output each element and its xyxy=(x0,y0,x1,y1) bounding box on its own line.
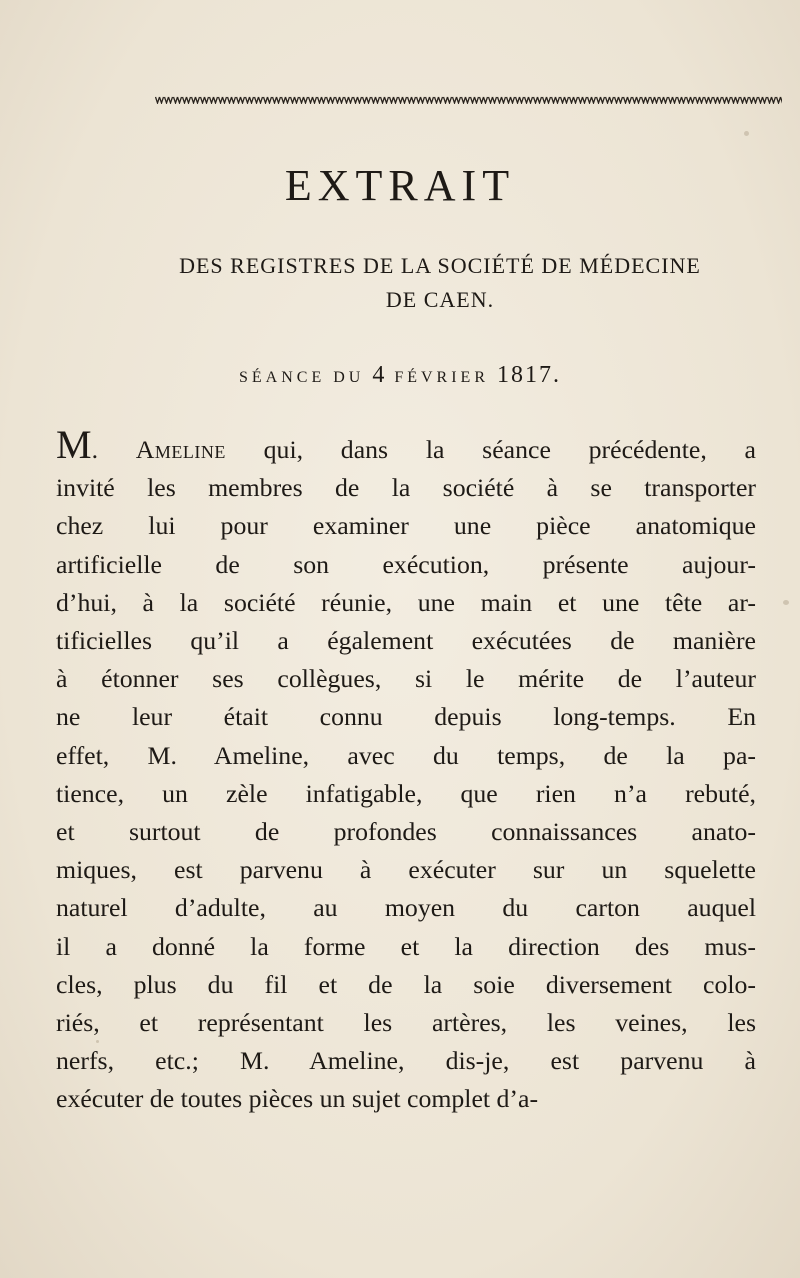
body-line: effet, M. Ameline, avec du temps, de la pa- xyxy=(56,740,756,770)
body-line: riés, et représentant les artères, les veines, les xyxy=(56,1008,756,1038)
body-line: tificielles qu’il a également exécutées de manière xyxy=(56,626,756,656)
seance-year: 1817. xyxy=(497,362,561,388)
body-line: cles, plus du fil et de la soie diversement colo- xyxy=(56,969,756,999)
body-line: et surtout de profondes connaissances anato- xyxy=(56,817,756,847)
paper-speck xyxy=(96,1040,99,1043)
seance-month: FÉVRIER xyxy=(394,369,489,386)
author-name: Ameline xyxy=(135,435,226,464)
body-line: naturel d’adulte, au moyen du carton auquel xyxy=(56,893,756,923)
body-line: ne leur était connu depuis long-temps. En xyxy=(56,702,756,732)
body-line: à étonner ses collègues, si le mérite de l’auteur xyxy=(56,664,756,694)
body-line: chez lui pour examiner une pièce anatomique xyxy=(56,511,756,541)
ornamental-rule xyxy=(155,96,782,104)
ornament-pattern-icon xyxy=(155,96,782,104)
body-line: exécuter de toutes pièces un sujet complet d’a- xyxy=(56,1084,539,1114)
subtitle-line: DE CAEN. xyxy=(385,287,495,312)
body-fragment: qui, dans la séance précédente, a xyxy=(225,435,756,464)
document-subtitle xyxy=(100,249,780,317)
seance-prefix: SÉANCE DU xyxy=(238,369,365,386)
paper-speck xyxy=(744,131,749,136)
body-line: invité les membres de la société à se transporter xyxy=(56,473,756,503)
body-line-first xyxy=(56,422,756,469)
subtitle-line: DES REGISTRES DE LA SOCIÉTÉ DE MÉDECINE xyxy=(179,253,701,278)
body-line: d’hui, à la société réunie, une main et une tête ar- xyxy=(56,587,756,617)
body-fragment: . xyxy=(91,435,136,464)
body-line: tience, un zèle infatigable, que rien n’a rebuté, xyxy=(56,778,756,808)
document-title: EXTRAIT xyxy=(284,161,516,210)
paper-speck xyxy=(783,600,789,605)
body-paragraph xyxy=(56,422,756,1119)
body-line: artificielle de son exécution, présente aujour- xyxy=(56,549,756,579)
seance-day: 4 xyxy=(372,362,387,388)
body-line: il a donné la forme et la direction des mus- xyxy=(56,931,756,961)
body-line: nerfs, etc.; M. Ameline, dis-je, est parvenu à xyxy=(56,1046,756,1076)
body-line: miques, est parvenu à exécuter sur un squelette xyxy=(56,855,756,885)
drop-cap: M xyxy=(56,422,92,467)
seance-date xyxy=(0,362,800,389)
